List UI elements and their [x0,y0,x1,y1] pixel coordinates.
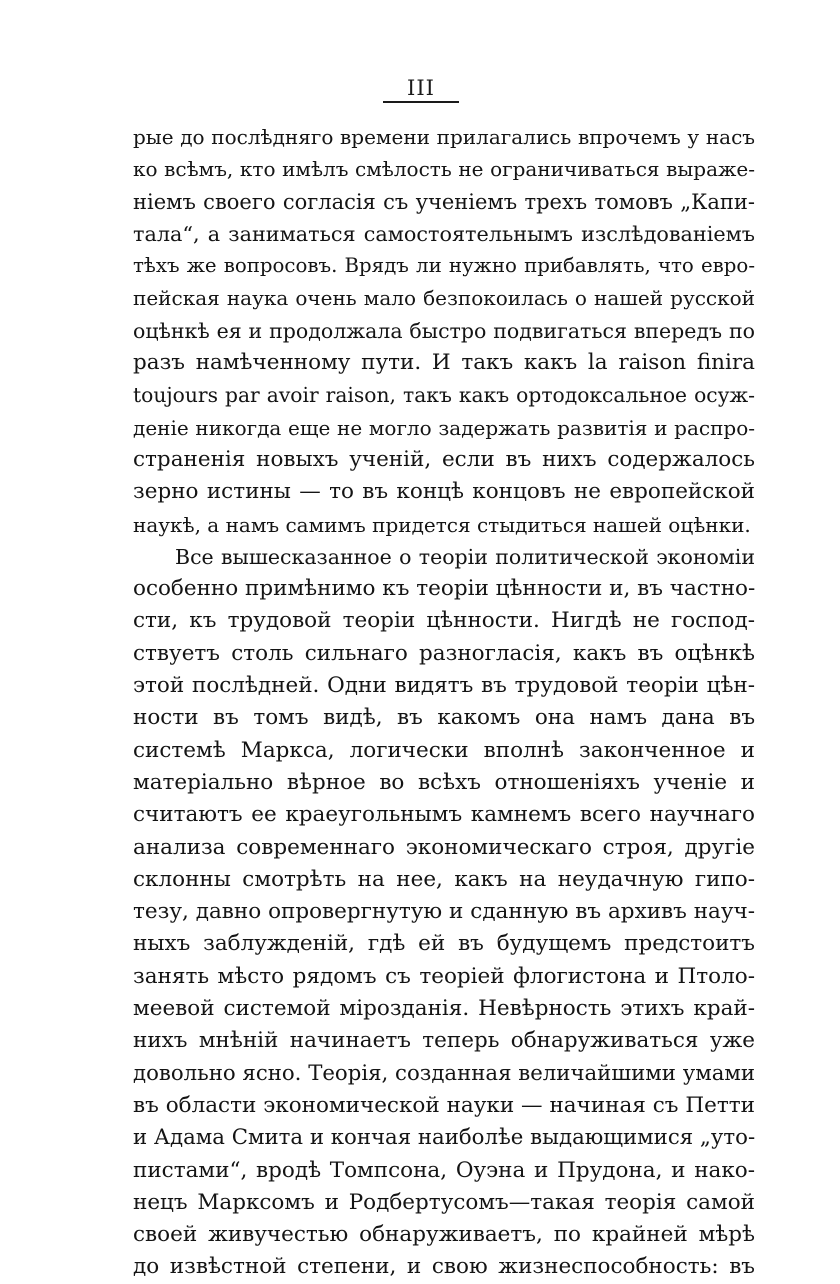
text-line: ніемъ своего согласія съ ученіемъ трехъ томовъ „Капи- [133,189,755,214]
text-line: зерно истины — то въ концѣ концовъ не европейской [133,479,755,505]
text-line: наукѣ, а намъ самимъ придется стыдиться нашей оцѣнки. [133,512,751,537]
text-line: нецъ Марксомъ и Родбертусомъ—такая теорія самой [133,1189,755,1215]
text-line: и Адама Смита и кончая наиболѣе выдающимися „уто- [133,1125,756,1151]
paragraph-1 [133,121,755,541]
page-number: III [407,76,435,100]
text-line: системѣ Маркса, логически вполнѣ законченное и [133,737,755,763]
text-line: тала“, а заниматься самостоятельнымъ изслѣдованіемъ [133,221,755,246]
text-line: toujours par avoir raison, такъ какъ ортодоксальное осуж- [133,383,755,408]
text-line: деніе никогда еще не могло задержать развитія и распро- [133,415,755,440]
text-line: рые до послѣдняго времени прилагались впрочемъ у насъ [133,125,755,149]
text-body [133,121,755,1284]
text-line: тезу, давно опровергнутую и сданную въ архивъ науч- [133,899,755,925]
text-line: разъ намѣченному пути. И такъ какъ la raison finira [133,350,755,376]
text-line: въ области экономической науки — начиная съ Петти [133,1092,755,1118]
text-line: довольно ясно. Теорія, созданная величайшими умами [133,1060,756,1086]
text-line: считаютъ ее краеугольнымъ камнемъ всего научнаго [133,802,755,828]
text-line: оцѣнкѣ ея и продолжала быстро подвигаться впередъ по [133,318,755,343]
text-line: пистами“, вродѣ Томпсона, Оуэна и Прудона, и нако- [133,1157,755,1183]
header-rule [383,101,459,103]
text-line: матеріально вѣрное во всѣхъ отношеніяхъ ученіе и [133,769,755,795]
text-line: этой послѣдней. Одни видятъ въ трудовой теоріи цѣн- [133,673,755,699]
text-line: склонны смотрѣть на нее, какъ на неудачную гипо- [133,866,755,892]
text-line: до извѣстной степени, и свою жизнеспособность: въ [133,1254,755,1280]
text-line: тѣхъ же вопросовъ. Врядъ ли нужно прибавлять, что евро- [133,254,755,278]
text-line: меевой системой мірозданія. Невѣрность этихъ край- [133,996,755,1022]
text-line: своей живучестью обнаруживаетъ, по крайней мѣрѣ [133,1222,755,1248]
text-line: ныхъ заблужденій, гдѣ ей въ будущемъ предстоитъ [133,931,755,957]
text-line: ствуетъ столь сильнаго разногласія, какъ въ оцѣнкѣ [133,640,755,666]
text-line: ности въ томъ видѣ, въ какомъ она намъ дана въ [133,705,755,731]
paragraph-2 [133,541,755,1284]
text-line: занять мѣсто рядомъ съ теоріей флогистона и Птоло- [133,963,755,989]
text-line: нихъ мнѣній начинаетъ теперь обнаруживаться уже [133,1028,755,1054]
text-line: особенно примѣнимо къ теоріи цѣнности и, въ частно- [133,576,756,602]
text-line: страненія новыхъ ученій, если въ нихъ содержалось [133,446,755,472]
text-line: пейская наука очень мало безпокоилась о нашей русской [133,286,755,311]
text-line: ко всѣмъ, кто имѣлъ смѣлость не ограничиваться выраже- [133,157,755,182]
text-line: сти, къ трудовой теоріи цѣнности. Нигдѣ не господ- [133,608,755,634]
text-line: Все вышесказанное о теоріи политической экономіи [175,544,755,569]
text-line: анализа современнаго экономическаго строя, другіе [133,834,755,860]
